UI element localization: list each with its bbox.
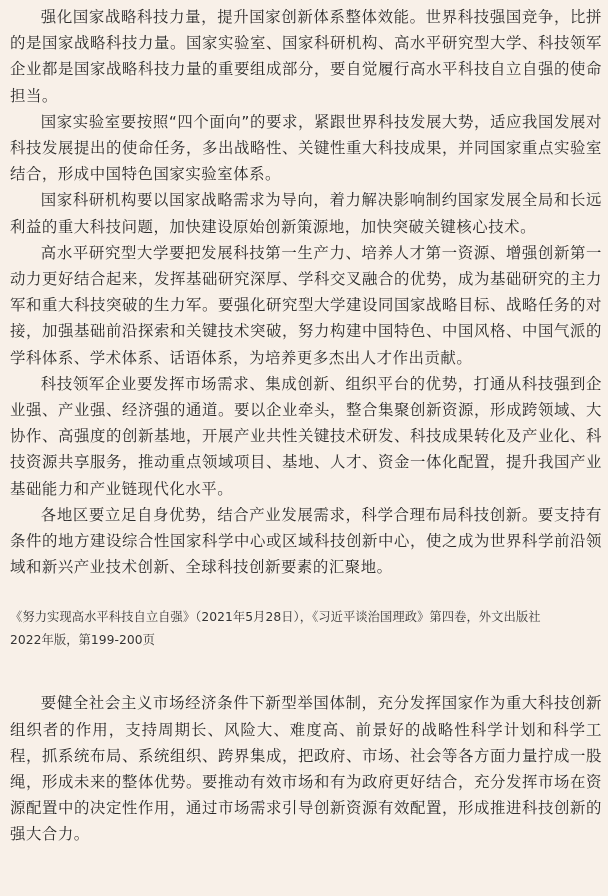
paragraph-7: 要健全社会主义市场经济条件下新型举国体制，充分发挥国家作为重大科技创新组织者的作用，支持周期长、风险大、难度高、前景好的战略性科学计划和科学工程，抓系统布局、系统组织、跨界集成，把政府、市场、社会等各方面力量拧成一股绳，形成未来的整体优势。要推动有效市场和有为政府更好结合，充分发挥市场在资源配置中的决定性作用，通过市场需求引导创新资源有效配置，形成推进科技创新的强大合力。	[10, 694, 602, 844]
citation-line-2: 2022年版，第199-200页	[10, 633, 155, 648]
article-section-1	[10, 4, 602, 580]
paragraph-6: 各地区要立足自身优势，结合产业发展需求，科学合理布局科技创新。要支持有条件的地方建设综合性国家科学中心或区域科技创新中心，使之成为世界科学前沿领域和新兴产业技术创新、全球科技创新要素的汇聚地。	[10, 505, 602, 577]
citation-line-1: 《努力实现高水平科技自立自强》（2021年5月28日），《习近平谈治国理政》第四卷，外文出版社	[10, 610, 541, 625]
paragraph-3: 国家科研机构要以国家战略需求为导向，着力解决影响制约国家发展全局和长远利益的重大科技问题，加快建设原始创新策源地，加快突破关键核心技术。	[10, 191, 602, 236]
source-citation	[10, 606, 602, 652]
paragraph-4: 高水平研究型大学要把发展科技第一生产力、培养人才第一资源、增强创新第一动力更好结合起来，发挥基础研究深厚、学科交叉融合的优势，成为基础研究的主力军和重大科技突破的生力军。要强化研究型大学建设同国家战略目标、战略任务的对接，加强基础前沿探索和关键技术突破，努力构建中国特色、中国风格、中国气派的学科体系、学术体系、话语体系，为培养更多杰出人才作出贡献。	[10, 243, 602, 367]
paragraph-2: 国家实验室要按照“四个面向”的要求，紧跟世界科技发展大势，适应我国发展对科技发展提出的使命任务，多出战略性、关键性重大科技成果，并同国家重点实验室结合，形成中国特色国家实验室体系。	[10, 112, 602, 184]
paragraph-1: 强化国家战略科技力量，提升国家创新体系整体效能。世界科技强国竞争，比拼的是国家战略科技力量。国家实验室、国家科研机构、高水平研究型大学、科技领军企业都是国家战略科技力量的重要组成部分，要自觉履行高水平科技自立自强的使命担当。	[10, 8, 602, 105]
paragraph-5: 科技领军企业要发挥市场需求、集成创新、组织平台的优势，打通从科技强到企业强、产业强、经济强的通道。要以企业牵头，整合集聚创新资源，形成跨领域、大协作、高强度的创新基地，开展产业共性关键技术研发、科技成果转化及产业化、科技资源共享服务，推动重点领域项目、基地、人才、资金一体化配置，提升我国产业基础能力和产业链现代化水平。	[10, 374, 602, 498]
article-section-2	[10, 690, 602, 847]
